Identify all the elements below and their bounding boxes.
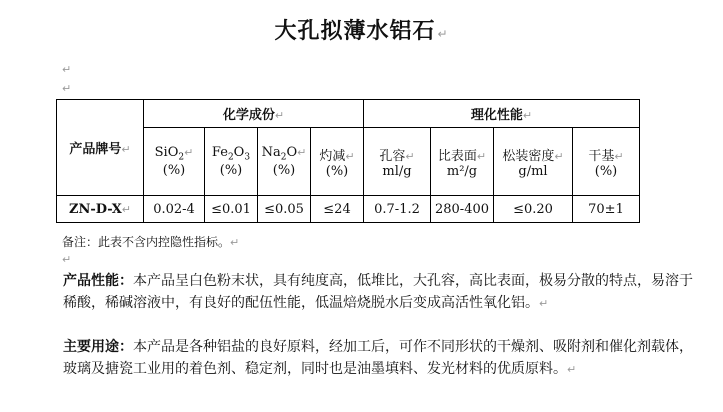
performance-text: 本产品呈白色粉末状，具有纯度高，低堆比，大孔容，高比表面，极易分散的特点，易溶于稀酸，稀碱溶液中，有良好的配伍性能，低温焙烧脱水后变成高活性氧化铝。 bbox=[63, 273, 693, 311]
column-header: $Fe_2O_3$ (%) bbox=[205, 128, 258, 196]
column-header: SiO$_2$↵ (%) bbox=[144, 128, 205, 196]
paragraph-mark-icon: ↵ bbox=[62, 253, 72, 266]
paragraph-mark-icon: ↵ bbox=[567, 363, 577, 376]
column-header: 干基↵ (%) bbox=[573, 128, 640, 196]
table-cell: 70±1 bbox=[573, 196, 640, 223]
table-note: 备注：此表不含内控隐性指标。↵ bbox=[62, 235, 240, 249]
column-header: $Na_2O↵$ (%) bbox=[258, 128, 311, 196]
performance-label: 产品性能： bbox=[63, 273, 133, 289]
empty-paragraph bbox=[62, 63, 71, 76]
document-title: 大孔拟薄水铝石 ↵ bbox=[274, 19, 449, 44]
usage-label: 主要用途： bbox=[63, 339, 133, 355]
table-cell: 280-400 bbox=[431, 196, 494, 223]
row-label-cell: ZN-D-X↵ bbox=[57, 196, 144, 223]
table-cell: ≤0.05 bbox=[258, 196, 311, 223]
spec-table bbox=[56, 99, 640, 223]
table-cell: ≤0.20 bbox=[494, 196, 573, 223]
usage-text: 本产品是各种铝盐的良好原料，经加工后，可作不同形状的干燥剂、吸附剂和催化剂载体，玻璃及搪瓷工业用的着色剂、稳定剂，同时也是油墨填料、发光材料的优质原料。 bbox=[63, 339, 693, 377]
column-header: 灼减↵ (%) bbox=[311, 128, 364, 196]
performance-paragraph bbox=[63, 270, 703, 315]
paragraph-mark-icon: ↵ bbox=[121, 143, 131, 156]
paragraph-mark-icon: ↵ bbox=[522, 109, 533, 122]
paragraph-mark-icon: ↵ bbox=[230, 236, 240, 249]
empty-paragraph bbox=[62, 253, 71, 266]
paragraph-mark-icon: ↵ bbox=[274, 109, 285, 122]
paragraph-mark-icon: ↵ bbox=[539, 297, 549, 310]
group-header-chem: 化学成份↵ bbox=[144, 100, 364, 128]
paragraph-mark-icon: ↵ bbox=[62, 63, 72, 76]
table-row bbox=[57, 196, 640, 223]
empty-paragraph bbox=[62, 82, 71, 95]
table-cell: 0.02-4 bbox=[144, 196, 205, 223]
table-cell: ≤0.01 bbox=[205, 196, 258, 223]
table-cell: ≤24 bbox=[311, 196, 364, 223]
column-header: 比表面↵ m²/g bbox=[431, 128, 494, 196]
group-header-phys: 理化性能↵ bbox=[364, 100, 640, 128]
paragraph-mark-icon: ↵ bbox=[62, 82, 72, 95]
column-header: 孔容↵ ml/g bbox=[364, 128, 431, 196]
usage-paragraph bbox=[63, 336, 703, 381]
table-cell: 0.7-1.2 bbox=[364, 196, 431, 223]
column-header: 松装密度↵ g/ml bbox=[494, 128, 573, 196]
row-header-cell: 产品牌号↵ bbox=[57, 100, 144, 196]
paragraph-mark-icon: ↵ bbox=[437, 27, 449, 41]
